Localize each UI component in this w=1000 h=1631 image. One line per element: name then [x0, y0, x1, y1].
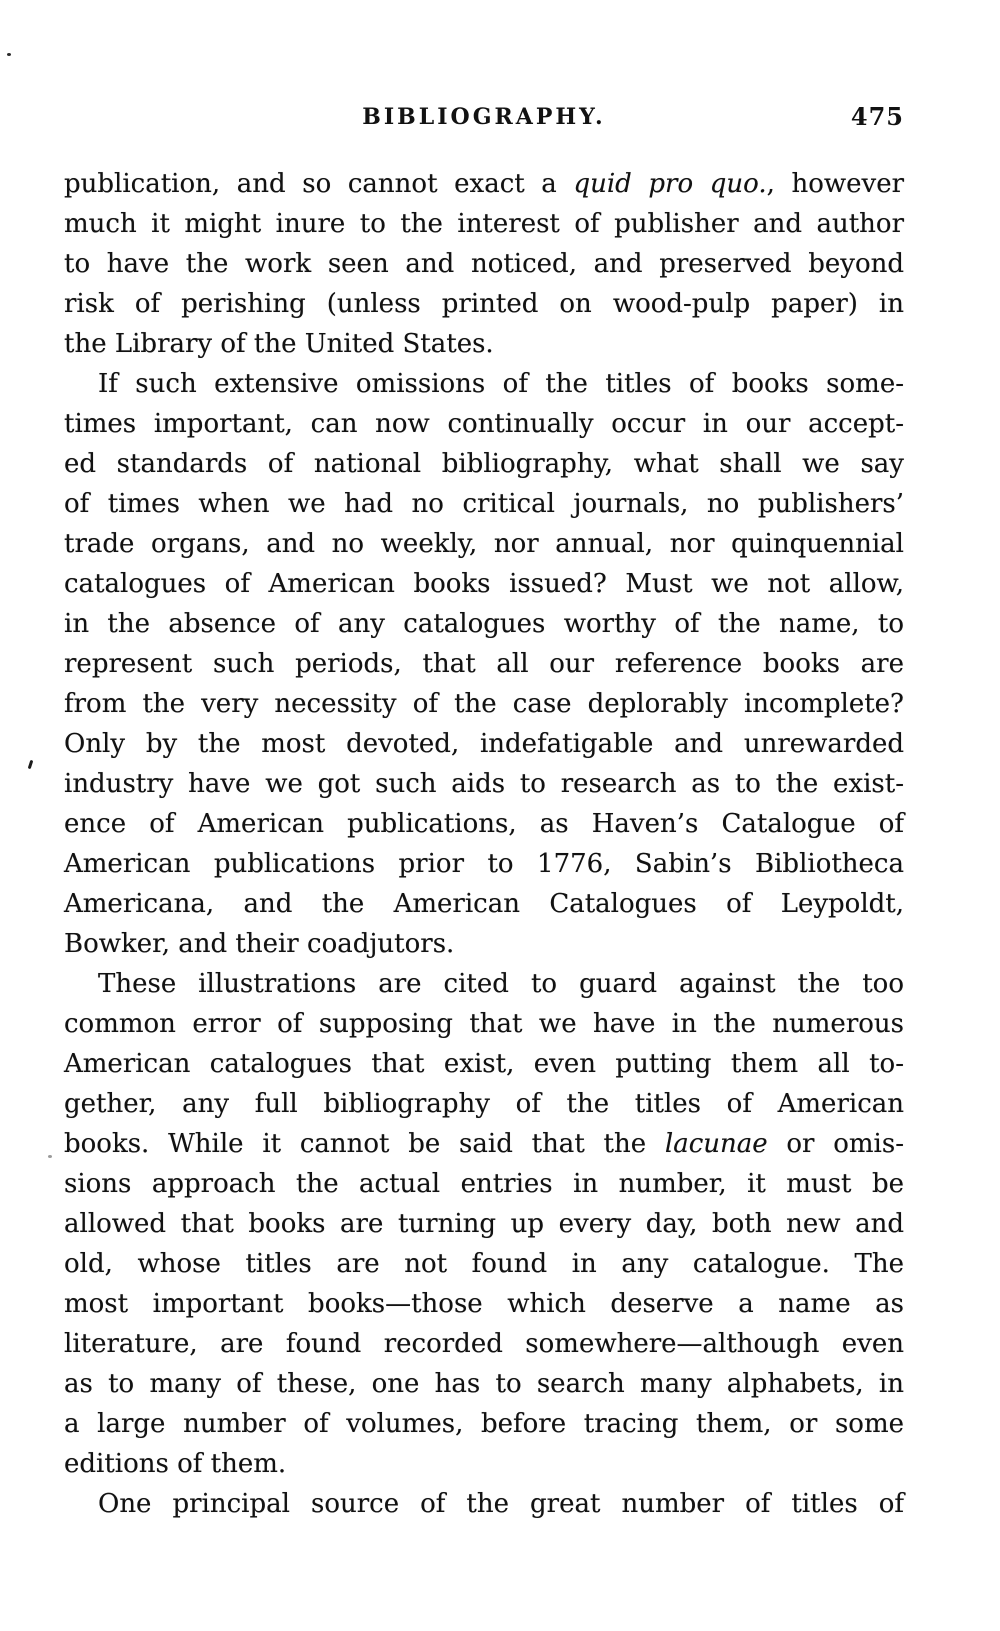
scan-speck-icon [7, 53, 11, 56]
scan-mark-icon [28, 760, 34, 769]
text-segment: represent such periods, that all our reference books are [64, 649, 904, 679]
text-line [64, 204, 904, 244]
italic-text: lacunae [664, 1129, 768, 1159]
text-line [64, 1124, 904, 1164]
text-segment: risk of perishing (unless printed on wood-pulp paper) in [64, 289, 904, 319]
text-segment: , however [766, 169, 905, 199]
text-line [64, 804, 904, 844]
text-column [64, 102, 904, 1524]
text-line [64, 684, 904, 724]
text-line [64, 644, 904, 684]
text-segment: of times when we had no critical journals, no publishers’ [64, 489, 904, 519]
text-segment: a large number of volumes, before tracing them, or some [64, 1409, 904, 1439]
text-line [64, 964, 904, 1004]
text-segment: One principal source of the great number of titles of [98, 1489, 904, 1519]
running-header [64, 102, 904, 132]
text-segment: These illustrations are cited to guard against the too [98, 969, 904, 999]
text-segment: American publications prior to 1776, Sabin’s Bibliotheca [64, 849, 904, 879]
text-line [64, 364, 904, 404]
text-segment: editions of them. [64, 1449, 287, 1479]
text-segment: gether, any full bibliography of the titles of American [64, 1089, 904, 1119]
text-segment: catalogues of American books issued? Must we not allow, [64, 569, 904, 599]
text-segment: times important, can now continually occur in our accept- [64, 409, 904, 439]
text-segment: allowed that books are turning up every day, both new and [64, 1209, 904, 1239]
page-body [64, 164, 904, 1524]
text-segment: or omis- [767, 1129, 904, 1159]
text-line [64, 164, 904, 204]
text-segment: the Library of the United States. [64, 329, 494, 359]
paragraph [64, 164, 904, 364]
text-line [64, 1164, 904, 1204]
text-segment: from the very necessity of the case deplorably incomplete? [64, 689, 904, 719]
text-segment: Bowker, and their coadjutors. [64, 929, 455, 959]
text-segment: old, whose titles are not found in any catalogue. The [64, 1249, 904, 1279]
text-segment: ence of American publications, as Haven’s Catalogue of [64, 809, 904, 839]
text-segment: in the absence of any catalogues worthy of the name, to [64, 609, 904, 639]
paragraph [64, 364, 904, 964]
text-line [64, 844, 904, 884]
italic-text: quid pro quo. [573, 169, 767, 199]
text-line [64, 1204, 904, 1244]
text-line [64, 1244, 904, 1284]
text-line [64, 1044, 904, 1084]
text-line [64, 924, 904, 964]
text-segment: If such extensive omissions of the titles of books some- [98, 369, 904, 399]
running-head-title: BIBLIOGRAPHY. [362, 104, 606, 130]
text-line [64, 604, 904, 644]
text-line [64, 884, 904, 924]
text-segment: most important books—those which deserve a name as [64, 1289, 904, 1319]
text-line [64, 1364, 904, 1404]
text-segment: books. While it cannot be said that the [64, 1129, 665, 1159]
text-line [64, 1004, 904, 1044]
text-line [64, 764, 904, 804]
text-line [64, 484, 904, 524]
text-segment: sions approach the actual entries in number, it must be [64, 1169, 904, 1199]
text-segment: much it might inure to the interest of publisher and author [64, 209, 904, 239]
text-line [64, 1484, 904, 1524]
text-line [64, 244, 904, 284]
text-segment: common error of supposing that we have in the numerous [64, 1009, 904, 1039]
text-segment: as to many of these, one has to search many alphabets, in [64, 1369, 904, 1399]
text-line [64, 724, 904, 764]
text-segment: Americana, and the American Catalogues of Leypoldt, [64, 889, 904, 919]
text-segment: literature, are found recorded somewhere—although even [64, 1329, 904, 1359]
text-line [64, 1404, 904, 1444]
text-line [64, 1444, 904, 1484]
text-line [64, 324, 904, 364]
text-line [64, 404, 904, 444]
text-segment: ed standards of national bibliography, what shall we say [64, 449, 904, 479]
text-line [64, 524, 904, 564]
text-segment: Only by the most devoted, indefatigable and unrewarded [64, 729, 904, 759]
paragraph [64, 1484, 904, 1524]
text-line [64, 284, 904, 324]
text-segment: American catalogues that exist, even putting them all to- [64, 1049, 904, 1079]
text-segment: to have the work seen and noticed, and preserved beyond [64, 249, 904, 279]
paragraph [64, 964, 904, 1484]
text-segment: trade organs, and no weekly, nor annual, nor quinquennial [64, 529, 904, 559]
text-segment: industry have we got such aids to research as to the exist- [64, 769, 904, 799]
text-segment: publication, and so cannot exact a [64, 169, 574, 199]
text-line [64, 1084, 904, 1124]
text-line [64, 1284, 904, 1324]
text-line [64, 564, 904, 604]
page-number: 475 [850, 102, 904, 131]
text-line [64, 444, 904, 484]
text-line [64, 1324, 904, 1364]
scan-speck-icon [48, 1155, 52, 1158]
